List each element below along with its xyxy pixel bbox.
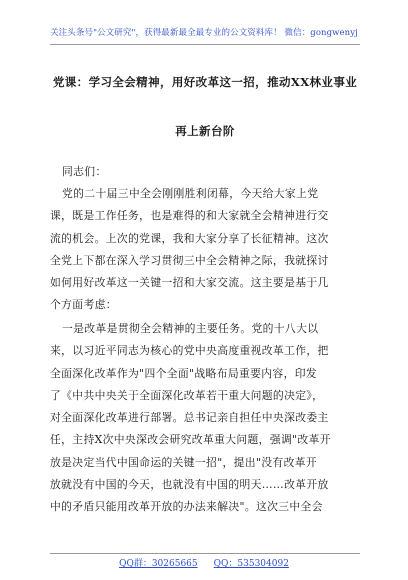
paragraph-line: 来，以习近平同志为核心的党中央高度重视改革工作，把: [50, 344, 329, 358]
footer-divider: [50, 553, 360, 554]
document-title-line1: 党课：学习全会精神，用好改革这一招，推动XX林业事业: [52, 75, 358, 89]
paragraph-line: 对全面深化改革进行部署。总书记亲自担任中央深改委主: [50, 411, 329, 425]
paragraph-line: 放就没有中国的今天，也就没有中国的明天……改革开放: [50, 478, 329, 492]
paragraph-line: 放是决定当代中国命运的关键一招"，提出"没有改革开: [50, 455, 318, 469]
qq-group-link[interactable]: QQ群：30265665: [119, 559, 198, 569]
paragraph-line: 流的机会。上次的党课，我和大家分享了长征精神。这次: [50, 231, 329, 245]
paragraph-1: [50, 183, 360, 317]
header-note: 关注头条号"公文研究"，获得最新最全最专业的公文资料库！ 微信：gongwenyj: [50, 28, 358, 38]
qq-contact-link[interactable]: QQ：535304092: [213, 559, 289, 569]
document-title-line2: 再上新台阶: [175, 124, 235, 138]
paragraph-line: 一是改革是贯彻全会精神的主要任务。党的十八大以: [62, 322, 319, 335]
salutation: [62, 161, 360, 183]
header-divider: [50, 44, 360, 45]
paragraph-line: 中的矛盾只能用改革开放的办法来解决"。这次三中全会: [50, 500, 323, 514]
paragraph-line: 课，既是工作任务，也是难得的和大家就全会精神进行交: [50, 209, 329, 223]
paragraph-line: 了《中共中央关于全面深化改革若干重大问题的决定》，: [50, 388, 324, 402]
paragraph-line: 全党上下都在深入学习贯彻三中全会精神之际，我就探讨: [50, 253, 329, 267]
paragraph-line: 如何用好改革这一关键一招和大家交流。这主要是基于几: [50, 276, 329, 290]
salutation-text: 同志们：: [62, 165, 107, 178]
paragraph-2: [50, 318, 360, 519]
paragraph-line: 全面深化改革作为"四个全面"战略布局重要内容，印发: [50, 366, 318, 380]
paragraph-line: 任，主持X次中央深改会研究改革重大问题，强调"改革开: [50, 433, 331, 447]
paragraph-line: 个方面考虑：: [50, 298, 117, 312]
footer-contact: [0, 556, 408, 569]
paragraph-line: 党的二十届三中全会刚刚胜利闭幕，今天给大家上党: [62, 187, 319, 200]
